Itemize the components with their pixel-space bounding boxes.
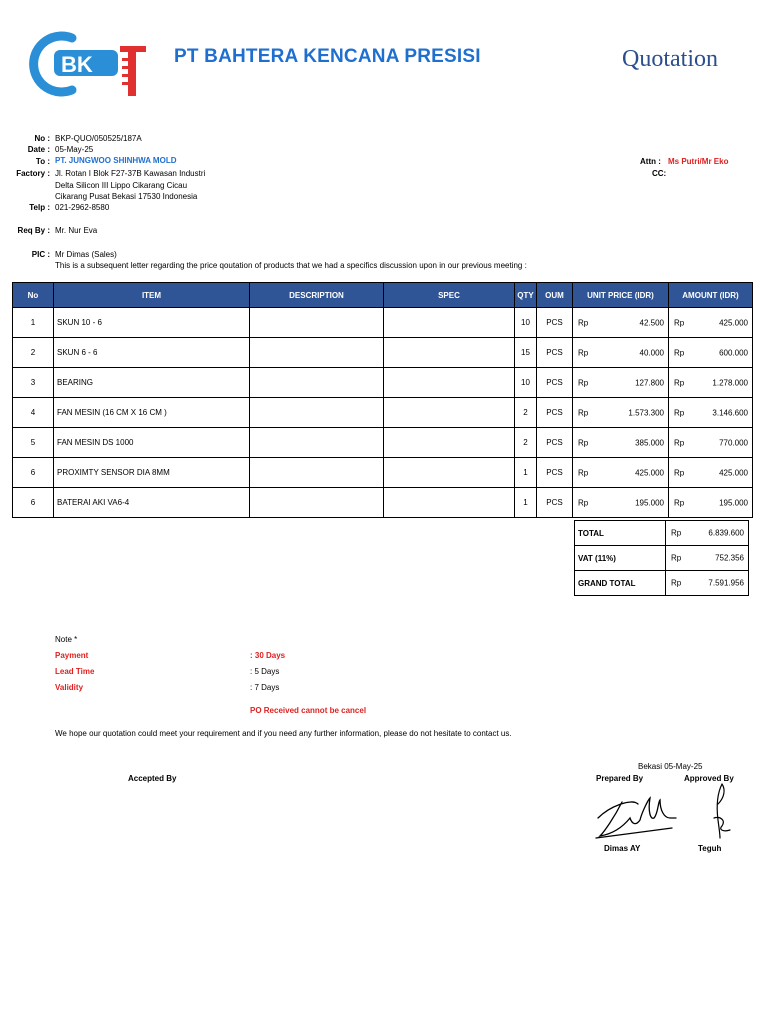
factory-address-line-2: Delta Silicon III Lippo Cikarang Cicau [55,181,188,190]
intro-text: This is a subsequent letter regarding the price qoutation of products that we had a specifics discussion upon in our previous meeting : [55,261,527,270]
unit-price-value: 425.000 [635,468,664,477]
unit-price-value: 42.500 [639,318,664,327]
unit-price-value: 40.000 [639,348,664,357]
currency-symbol: Rp [578,498,589,507]
row-oum: PCS [537,428,573,458]
row-description [250,458,384,488]
table-row [13,428,753,458]
currency-symbol: Rp [578,318,589,327]
row-spec [384,428,515,458]
company-logo-graphic [28,28,158,98]
row-no: 6 [13,458,54,488]
approver-signature [700,780,740,842]
amount-value: 425.000 [719,318,748,327]
col-header-spec: SPEC [384,283,515,308]
unit-price-value: 195.000 [635,498,664,507]
row-amount [669,368,753,398]
factory-address-line-1: Jl. Rotan I Blok F27-37B Kawasan Industri [55,169,206,178]
currency-symbol: Rp [671,553,682,563]
currency-symbol: Rp [671,528,682,538]
table-header-row [13,283,753,308]
row-spec [384,398,515,428]
currency-symbol: Rp [671,578,682,588]
row-unit-price [573,368,669,398]
document-title: Quotation [622,46,718,72]
cc-label: CC: [652,169,667,178]
reqby-value: Mr. Nur Eva [55,226,98,235]
currency-symbol: Rp [578,468,589,477]
row-oum: PCS [537,308,573,338]
amount-value: 195.000 [719,498,748,507]
vat-label: VAT (11%) [575,546,666,571]
currency-symbol: Rp [674,468,685,477]
closing-text: We hope our quotation could meet your requirement and if you need any further information, please do not hesitate to contact us. [55,729,512,738]
vat-row [575,546,749,571]
grand-total-value: 7.591.956 [708,578,744,588]
note-title: Note * [55,635,78,644]
row-item: FAN MESIN DS 1000 [54,428,250,458]
row-no: 5 [13,428,54,458]
po-warning: PO Received cannot be cancel [250,706,367,715]
vat-value: 752.356 [715,553,744,563]
amount-value: 3.146.600 [712,408,748,417]
quotation-number: BKP-QUO/050525/187A [55,134,142,143]
table-row [13,368,753,398]
row-qty: 1 [515,488,537,518]
preparer-signature [592,788,682,842]
currency-symbol: Rp [674,498,685,507]
row-amount [669,428,753,458]
total-value-cell [666,521,749,546]
approver-name: Teguh [698,844,722,853]
row-oum: PCS [537,398,573,428]
total-label: TOTAL [575,521,666,546]
table-row [13,338,753,368]
row-qty: 15 [515,338,537,368]
validity-label: Validity [55,683,84,692]
accepted-by-label: Accepted By [128,774,177,783]
grand-total-value-cell [666,571,749,596]
row-spec [384,368,515,398]
row-description [250,398,384,428]
telp-value: 021-2962-8580 [55,203,110,212]
col-header-description: DESCRIPTION [250,283,384,308]
row-oum: PCS [537,368,573,398]
unit-price-value: 127.800 [635,378,664,387]
row-qty: 10 [515,308,537,338]
pic-value: Mr Dimas (Sales) [55,250,117,259]
row-unit-price [573,458,669,488]
unit-price-value: 1.573.300 [628,408,664,417]
total-row [575,521,749,546]
col-header-unit-price: UNIT PRICE (IDR) [573,283,669,308]
payment-value: : 30 Days [250,651,286,660]
row-qty: 1 [515,458,537,488]
reqby-label: Req By : [17,226,50,235]
attn-value: Ms Putri/Mr Eko [668,157,729,166]
table-row [13,308,753,338]
row-item: FAN MESIN (16 CM X 16 CM ) [54,398,250,428]
row-oum: PCS [537,488,573,518]
row-no: 3 [13,368,54,398]
currency-symbol: Rp [674,378,685,387]
company-name: PT BAHTERA KENCANA PRESISI [174,46,481,67]
amount-value: 425.000 [719,468,748,477]
row-no: 1 [13,308,54,338]
unit-price-value: 385.000 [635,438,664,447]
currency-symbol: Rp [578,378,589,387]
row-no: 2 [13,338,54,368]
row-qty: 10 [515,368,537,398]
company-logo [28,28,158,98]
row-item: BEARING [54,368,250,398]
preparer-name: Dimas AY [604,844,641,853]
table-row [13,458,753,488]
factory-address-line-3: Cikarang Pusat Bekasi 17530 Indonesia [55,192,198,201]
row-item: SKUN 6 - 6 [54,338,250,368]
date-label: Date : [27,145,50,154]
row-unit-price [573,398,669,428]
row-spec [384,338,515,368]
row-amount [669,338,753,368]
grand-total-row [575,571,749,596]
table-row [13,398,753,428]
row-unit-price [573,488,669,518]
currency-symbol: Rp [674,408,685,417]
pic-label: PIC : [31,250,50,259]
col-header-oum: OUM [537,283,573,308]
row-spec [384,308,515,338]
currency-symbol: Rp [674,318,685,327]
row-description [250,488,384,518]
row-spec [384,488,515,518]
row-unit-price [573,428,669,458]
row-item: BATERAI AKI VA6-4 [54,488,250,518]
row-unit-price [573,338,669,368]
row-description [250,308,384,338]
row-amount [669,398,753,428]
row-no: 6 [13,488,54,518]
svg-text:BK: BK [61,52,93,77]
telp-label: Telp : [29,203,50,212]
col-header-amount: AMOUNT (IDR) [669,283,753,308]
row-unit-price [573,308,669,338]
prepared-by-label: Prepared By [596,774,644,783]
amount-value: 770.000 [719,438,748,447]
total-value: 6.839.600 [708,528,744,538]
row-qty: 2 [515,428,537,458]
col-header-item: ITEM [54,283,250,308]
customer-name: PT. JUNGWOO SHINHWA MOLD [55,156,177,165]
row-description [250,338,384,368]
grand-total-label: GRAND TOTAL [575,571,666,596]
currency-symbol: Rp [674,348,685,357]
amount-value: 600.000 [719,348,748,357]
row-oum: PCS [537,338,573,368]
row-no: 4 [13,398,54,428]
row-item: SKUN 10 - 6 [54,308,250,338]
quotation-date: 05-May-25 [55,145,94,154]
row-description [250,428,384,458]
no-label: No : [34,134,50,143]
lead-time-value: : 5 Days [250,667,280,676]
currency-symbol: Rp [578,408,589,417]
col-header-no: No [13,283,54,308]
amount-value: 1.278.000 [712,378,748,387]
row-qty: 2 [515,398,537,428]
row-amount [669,458,753,488]
vat-value-cell [666,546,749,571]
table-row [13,488,753,518]
row-oum: PCS [537,458,573,488]
currency-symbol: Rp [578,438,589,447]
currency-symbol: Rp [578,348,589,357]
place-date: Bekasi 05-May-25 [638,762,703,771]
approved-by-label: Approved By [684,774,734,783]
lead-time-label: Lead Time [55,667,95,676]
to-label: To : [35,157,50,166]
row-amount [669,308,753,338]
payment-label: Payment [55,651,89,660]
currency-symbol: Rp [674,438,685,447]
row-description [250,368,384,398]
validity-value: : 7 Days [250,683,280,692]
row-item: PROXIMTY SENSOR DIA 8MM [54,458,250,488]
totals-table [574,520,749,596]
attn-label: Attn : [640,157,661,166]
col-header-qty: QTY [515,283,537,308]
row-spec [384,458,515,488]
items-table [12,282,753,518]
row-amount [669,488,753,518]
factory-label: Factory : [16,169,50,178]
